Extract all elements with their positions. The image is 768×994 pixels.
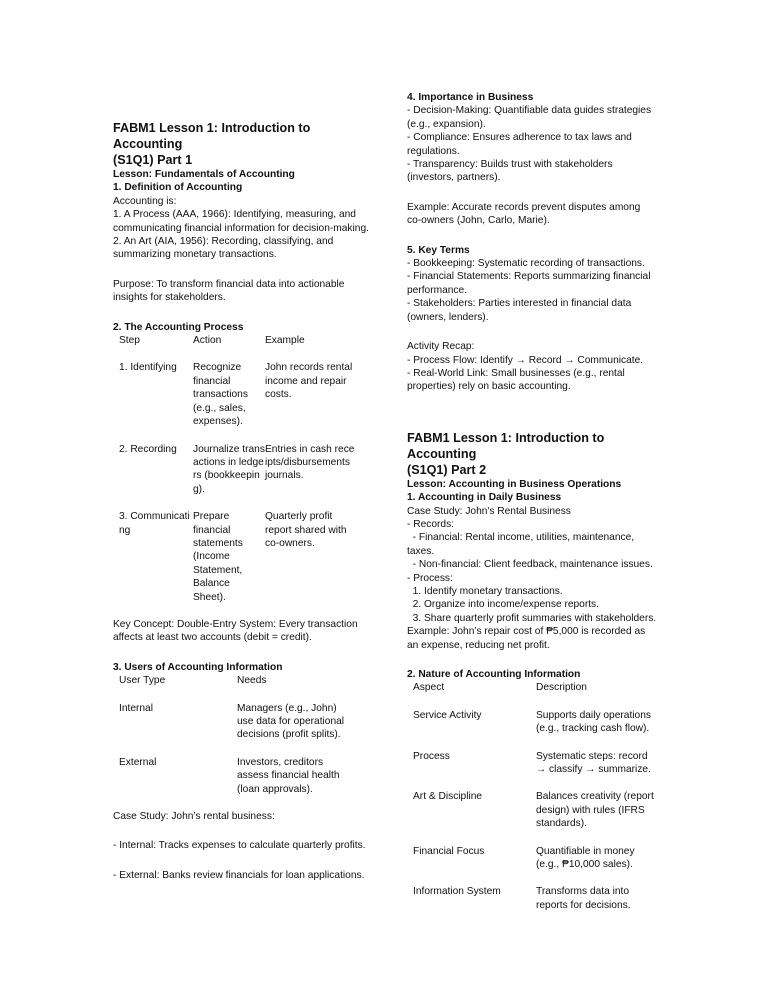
nature-aspect: Art & Discipline — [413, 791, 483, 803]
process-action: Prepare financial statements (Income Statement, Balance Sheet). — [193, 511, 243, 603]
table-row — [413, 750, 654, 791]
nature-aspect: Information System — [413, 886, 501, 898]
process-action: Recognize financial transactions (e.g., sales, expenses). — [193, 362, 248, 428]
term-3: - Stakeholders: Parties interested in financial data (owners, lenders). — [407, 298, 632, 323]
importance-heading: 4. Importance in Business — [407, 92, 534, 103]
nature-header-description: Description — [536, 682, 587, 694]
user-type: Internal — [119, 702, 153, 714]
terms-heading: 5. Key Terms — [407, 244, 470, 256]
part1-title: FABM1 Lesson 1: Introduction to Accounting (S1Q1) Part 1 — [113, 121, 311, 167]
importance-example: Example: Accurate records prevent disputes among co-owners (John, Carlo, Marie). — [407, 201, 641, 227]
daily-records: - Records: — [407, 518, 454, 530]
process-table — [119, 334, 355, 618]
nature-table-header — [413, 681, 654, 708]
process-header-step: Step — [119, 335, 140, 347]
right-column — [407, 0, 657, 926]
nature-header-aspect: Aspect — [413, 682, 445, 694]
recap-1: - Process Flow: Identify → Record → Communicate. — [407, 354, 644, 366]
definition-intro: Accounting is: — [113, 195, 177, 207]
purpose-text: Purpose: To transform financial data into actionable insights for stakeholders. — [113, 278, 345, 304]
daily-case: Case Study: John's Rental Business — [407, 505, 571, 517]
nature-description: Balances creativity (report design) with rules (IFRS standards). — [536, 791, 654, 830]
part2-title: FABM1 Lesson 1: Introduction to Accounting (S1Q1) Part 2 — [407, 430, 605, 477]
nature-heading: 2. Nature of Accounting Information — [407, 669, 581, 680]
recap-2: - Real-World Link: Small businesses (e.g., rental properties) rely on basic accounting. — [407, 367, 625, 393]
user-needs: Managers (e.g., John) use data for operational decisions (profit splits). — [237, 702, 345, 741]
term-2: - Financial Statements: Reports summarizing financial performance. — [407, 271, 651, 296]
importance-3: - Transparency: Builds trust with stakeholders (investors, partners). — [407, 159, 613, 184]
nature-description: Systematic steps: record → classify → summarize. — [536, 750, 651, 776]
case-study-heading: Case Study: John’s rental business: — [113, 811, 275, 823]
process-step: 2. Recording — [119, 443, 177, 455]
left-column — [113, 0, 371, 882]
key-concept: Key Concept: Double-Entry System: Every transaction affects at least two accounts (debit = credit). — [113, 618, 358, 644]
table-row — [413, 709, 654, 750]
definition-heading: 1. Definition of Accounting — [113, 182, 243, 194]
nature-description: Transforms data into reports for decisions. — [536, 886, 631, 911]
daily-process-1: 1. Identify monetary transactions. — [407, 585, 563, 597]
daily-heading: 1. Accounting in Daily Business — [407, 492, 562, 504]
users-header-type: User Type — [119, 675, 166, 687]
nature-table — [413, 681, 654, 926]
daily-nonfinancial: - Non-financial: Client feedback, maintenance issues. — [407, 559, 653, 571]
table-row — [119, 702, 355, 756]
users-table-header — [119, 674, 355, 701]
process-step: 3. Communicating — [119, 511, 190, 536]
process-example: John records rental income and repair costs. — [265, 362, 353, 401]
importance-2: - Compliance: Ensures adherence to tax laws and regulations. — [407, 132, 632, 157]
term-1: - Bookkeeping: Systematic recording of transactions. — [407, 258, 645, 270]
process-step: 1. Identifying — [119, 362, 177, 374]
table-row — [413, 845, 654, 886]
nature-aspect: Service Activity — [413, 709, 482, 721]
nature-description: Quantifiable in money (e.g., ₱10,000 sales). — [536, 845, 635, 871]
process-action: Journalize transactions in ledgers (bookkeeping). — [193, 443, 265, 495]
users-heading: 3. Users of Accounting Information — [113, 661, 283, 673]
users-header-needs: Needs — [237, 675, 267, 687]
definition-1: 1. A Process (AAA, 1966): Identifying, measuring, and communicating financial information for decision-making. — [113, 209, 369, 234]
users-table — [119, 674, 355, 810]
nature-description: Supports daily operations (e.g., tracking cash flow). — [536, 709, 651, 735]
daily-process: - Process: — [407, 572, 453, 584]
case-internal: - Internal: Tracks expenses to calculate quarterly profits. — [113, 840, 366, 852]
process-table-header — [119, 334, 355, 361]
nature-aspect: Process — [413, 750, 450, 762]
process-header-action: Action — [193, 335, 222, 347]
part2-lesson: Lesson: Accounting in Business Operations — [407, 478, 622, 490]
importance-1: - Decision-Making: Quantifiable data guides strategies (e.g., expansion). — [407, 105, 652, 130]
process-heading: 2. The Accounting Process — [113, 321, 244, 333]
table-row — [413, 790, 654, 844]
daily-process-2: 2. Organize into income/expense reports. — [407, 599, 599, 611]
user-needs: Investors, creditors assess financial health (loan approvals). — [237, 756, 340, 795]
table-row — [119, 756, 355, 810]
case-external: - External: Banks review financials for loan applications. — [113, 869, 365, 881]
table-row — [119, 361, 355, 442]
part1-lesson: Lesson: Fundamentals of Accounting — [113, 169, 295, 180]
nature-aspect: Financial Focus — [413, 845, 485, 857]
recap-heading: Activity Recap: — [407, 341, 475, 353]
daily-process-3: 3. Share quarterly profit summaries with stakeholders. — [407, 612, 657, 624]
process-header-example: Example — [265, 335, 305, 347]
table-row — [413, 885, 654, 926]
user-type: External — [119, 756, 157, 768]
process-example: Quarterly profit report shared with co-owners. — [265, 511, 347, 549]
definition-2: 2. An Art (AIA, 1956): Recording, classifying, and summarizing monetary transactions. — [113, 236, 334, 261]
daily-example: Example: John’s repair cost of ₱5,000 is recorded as an expense, reducing net profit. — [407, 626, 646, 651]
process-example: Entries in cash receipts/disbursements journals. — [265, 443, 355, 482]
daily-financial: - Financial: Rental income, utilities, maintenance, taxes. — [407, 532, 637, 557]
table-row — [119, 510, 355, 618]
table-row — [119, 443, 355, 511]
